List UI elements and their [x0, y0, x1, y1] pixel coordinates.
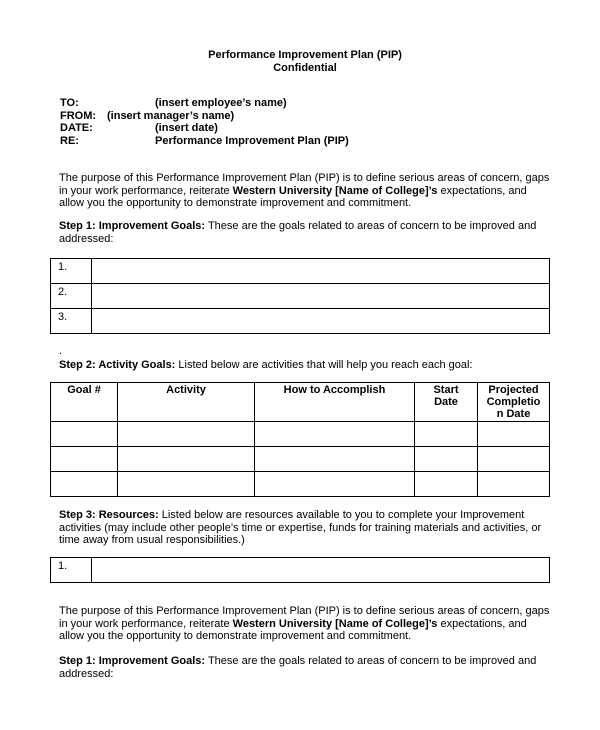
document-title: Performance Improvement Plan (PIP) — [208, 49, 402, 61]
col-projected-line-2: Completio — [486, 396, 541, 408]
col-how-to-accomplish: How to Accomplish — [255, 383, 415, 422]
table-cell[interactable] — [51, 447, 118, 472]
memo-to-value: (insert employee’s name) — [155, 97, 287, 109]
table-row — [51, 309, 550, 334]
table-cell[interactable] — [415, 472, 478, 497]
purpose-paragraph-repeat — [59, 605, 554, 643]
table-row — [51, 259, 550, 284]
col-projected-line-1: Projected — [488, 384, 539, 396]
table-row — [51, 558, 550, 583]
step3-heading — [59, 509, 554, 547]
purpose-bold: Western University [Name of College]’s — [232, 184, 438, 197]
purpose-text-after: expectations, and allow you the opportunity to demonstrate improvement and commitment. — [59, 617, 527, 642]
memo-from-value: (insert manager’s name) — [107, 109, 235, 122]
table-row — [51, 422, 550, 447]
memo-date-label: DATE: — [60, 122, 93, 134]
step1-heading-repeat — [59, 655, 554, 680]
col-start-date — [415, 383, 478, 422]
table-cell[interactable] — [255, 422, 415, 447]
table-cell[interactable] — [478, 472, 550, 497]
resource-input-cell[interactable] — [92, 558, 550, 583]
step2-heading — [59, 359, 554, 372]
table-cell[interactable] — [255, 447, 415, 472]
resources-table — [50, 557, 550, 583]
step1-text: These are the goals related to areas of concern to be improved and addressed: — [59, 220, 537, 245]
memo-date — [60, 122, 218, 135]
step2-text: Listed below are activities that will help you reach each goal: — [175, 359, 473, 371]
goal-number: 2. — [51, 284, 92, 309]
activity-table-header — [51, 383, 550, 422]
memo-re-label: RE: — [60, 134, 79, 147]
table-cell[interactable] — [255, 472, 415, 497]
memo-to-label: TO: — [60, 97, 79, 109]
goal-input-cell[interactable] — [92, 259, 550, 284]
memo-from — [60, 109, 235, 123]
table-cell[interactable] — [478, 422, 550, 447]
col-activity: Activity — [118, 383, 255, 422]
step3-label: Step 3: Resources: — [59, 509, 159, 521]
step1-label: Step 1: Improvement Goals: — [59, 220, 206, 232]
col-projected-line-3: n Date — [496, 408, 531, 420]
memo-re — [60, 134, 349, 148]
stray-dot: . — [59, 345, 63, 357]
purpose-bold: Western University [Name of College]’s — [232, 617, 438, 630]
memo-from-label: FROM: — [60, 109, 97, 122]
memo-date-value: (insert date) — [155, 122, 218, 134]
memo-header — [60, 97, 349, 147]
table-cell[interactable] — [118, 447, 255, 472]
goal-number: 1. — [51, 259, 92, 284]
goal-input-cell[interactable] — [92, 284, 550, 309]
purpose-text-before: The purpose of this Performance Improvement Plan (PIP) is to define serious areas of concern, gaps in your work performance, reiterate — [59, 172, 550, 197]
memo-to — [60, 97, 287, 110]
goal-input-cell[interactable] — [92, 309, 550, 334]
goals-table — [50, 258, 550, 334]
table-row — [51, 472, 550, 497]
table-cell[interactable] — [415, 422, 478, 447]
step1-heading — [59, 220, 554, 245]
col-goal-number: Goal # — [51, 383, 118, 422]
goal-number: 3. — [51, 309, 92, 334]
table-row — [51, 284, 550, 309]
document-subtitle: Confidential — [273, 62, 337, 74]
col-projected-completion-date — [478, 383, 550, 422]
purpose-text-after: expectations, and allow you the opportunity to demonstrate improvement and commitment. — [59, 184, 527, 209]
table-cell[interactable] — [415, 447, 478, 472]
col-start-line-1: Start — [433, 384, 459, 396]
step3-text: Listed below are resources available to you to complete your Improvement activities (may include other people’s time or expertise, funds for training materials and activities, or time away from usual responsibilities.) — [59, 509, 542, 546]
step2-label: Step 2: Activity Goals: — [59, 359, 176, 371]
purpose-paragraph — [59, 172, 554, 210]
table-cell[interactable] — [51, 422, 118, 447]
table-cell[interactable] — [478, 447, 550, 472]
table-cell[interactable] — [118, 472, 255, 497]
step1-label: Step 1: Improvement Goals: — [59, 655, 206, 667]
table-row — [51, 447, 550, 472]
purpose-text-before: The purpose of this Performance Improvement Plan (PIP) is to define serious areas of concern, gaps in your work performance, reiterate — [59, 605, 550, 630]
activity-table — [50, 382, 550, 497]
memo-re-value: Performance Improvement Plan (PIP) — [155, 134, 349, 147]
step1-text: These are the goals related to areas of concern to be improved and addressed: — [59, 655, 537, 680]
resource-number: 1. — [51, 558, 92, 583]
col-start-line-2: Date — [434, 396, 458, 408]
table-cell[interactable] — [51, 472, 118, 497]
table-cell[interactable] — [118, 422, 255, 447]
